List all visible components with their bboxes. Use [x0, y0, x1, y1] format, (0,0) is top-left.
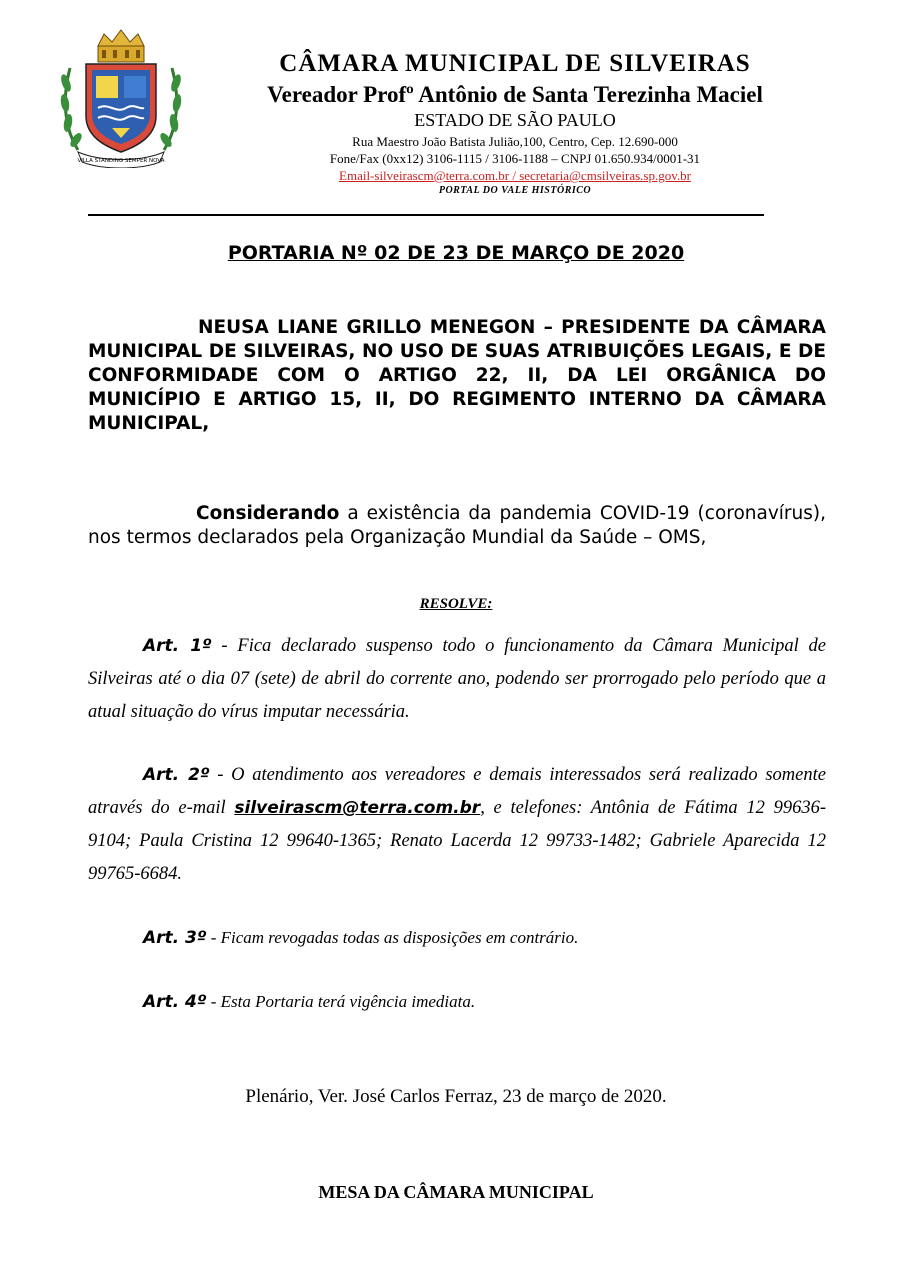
article-1 [88, 630, 826, 729]
article-2-label: Art. 2º [143, 765, 210, 785]
article-2-email-link[interactable]: silveirascm@terra.com.br [234, 798, 481, 818]
state-line: ESTADO DE SÃO PAULO [414, 110, 616, 130]
considering-label: Considerando [196, 503, 340, 524]
article-4 [88, 985, 826, 1019]
article-2-text-after: , e telefones: Antônia de Fátima 12 99636-9104; Paula Cristina 12 99640-1365; Renato Lacerda 12 99733-1482; Gabriele Aparecida 12 99765-6684. [88, 798, 826, 884]
resolve-heading: RESOLVE: [419, 596, 493, 612]
preamble-text: NEUSA LIANE GRILLO MENEGON – PRESIDENTE DA CÂMARA MUNICIPAL DE SILVEIRAS, NO USO DE SUAS ATRIBUIÇÕES LEGAIS, E DE CONFORMIDADE COM O ARTIGO 22, II, DA LEI ORGÂNICA DO MUNICÍPIO E ARTIGO 15, II, DO REGIMENTO INTERNO DA CÂMARA MUNICIPAL, [88, 317, 826, 434]
institution-subtitle: Vereador Profº Antônio de Santa Terezinha Maciel [267, 82, 763, 107]
article-2 [88, 759, 826, 891]
article-1-label: Art. 1º [143, 636, 212, 656]
document-title: PORTARIA Nº 02 DE 23 DE MARÇO DE 2020 [227, 242, 685, 264]
article-4-label: Art. 4º [143, 992, 207, 1012]
address-line: Rua Maestro João Batista Julião,100, Centro, Cep. 12.690-000 [352, 134, 678, 149]
place-date-line: Plenário, Ver. José Carlos Ferraz, 23 de março de 2020. [245, 1086, 667, 1107]
email-link[interactable]: Email-silveirascm@terra.com.br / secretaria@cmsilveiras.sp.gov.br [339, 168, 691, 183]
header-divider [88, 214, 764, 216]
considering-text: a existência da pandemia COVID-19 (coronavírus), nos termos declarados pela Organização Mundial da Saúde – OMS, [88, 503, 826, 548]
article-3 [88, 921, 826, 955]
svg-text:VILLA STANDING SEMPER NOVA: VILLA STANDING SEMPER NOVA [77, 158, 165, 164]
portal-tagline: PORTAL DO VALE HISTÓRICO [438, 185, 592, 196]
article-1-text: - Fica declarado suspenso todo o funcionamento da Câmara Municipal de Silveiras até o dia 07 (sete) de abril do corrente ano, podendo ser prorrogado pelo período que a atual situação do vírus imputar necessária. [88, 636, 826, 722]
phone-line: Fone/Fax (0xx12) 3106-1115 / 3106-1188 – CNPJ 01.650.934/0001-31 [329, 151, 701, 166]
signature-block: MESA DA CÂMARA MUNICIPAL [318, 1182, 594, 1202]
preamble-paragraph [88, 316, 826, 436]
article-2-text-before: - O atendimento aos vereadores e demais interessados será realizado somente através do e-mail [88, 765, 826, 818]
considering-paragraph [88, 502, 826, 550]
article-3-label: Art. 3º [143, 928, 207, 948]
municipal-crest-logo [56, 28, 186, 168]
article-4-text: - Esta Portaria terá vigência imediata. [206, 992, 476, 1011]
institution-title: CÂMARA MUNICIPAL DE SILVEIRAS [279, 50, 751, 77]
article-3-text: - Ficam revogadas todas as disposições em contrário. [206, 928, 579, 947]
